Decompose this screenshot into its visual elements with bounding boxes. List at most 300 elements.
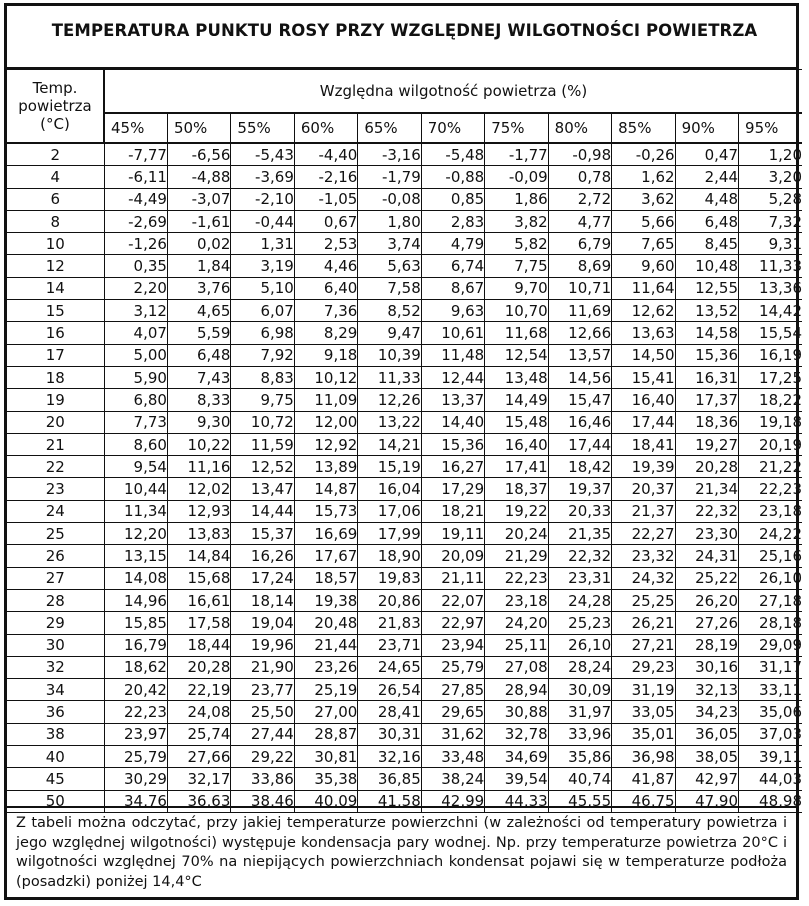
dew-point-cell: 11,69	[548, 300, 611, 322]
dew-point-cell: 21,35	[548, 523, 611, 545]
dew-point-cell: 14,40	[421, 411, 484, 433]
dew-point-cell: 22,27	[612, 523, 675, 545]
dew-point-cell: -3,69	[231, 166, 294, 188]
table-row	[7, 188, 802, 210]
table-row	[7, 389, 802, 411]
dew-point-cell: 16,40	[485, 433, 548, 455]
dew-point-cell: 44,33	[485, 790, 548, 812]
table-row	[7, 300, 802, 322]
dew-point-cell: 1,86	[485, 188, 548, 210]
humidity-column-header: 95%	[739, 113, 802, 143]
dew-point-cell: 23,71	[358, 634, 421, 656]
dew-point-cell: 23,30	[675, 523, 738, 545]
dew-point-cell: 5,59	[167, 322, 230, 344]
dew-point-cell: 22,23	[485, 567, 548, 589]
dew-point-cell: -4,40	[294, 143, 357, 166]
dew-point-cell: 23,31	[548, 567, 611, 589]
dew-point-cell: 5,63	[358, 255, 421, 277]
dew-point-cell: 22,32	[675, 500, 738, 522]
dew-point-cell: 18,37	[485, 478, 548, 500]
dew-point-cell: 21,34	[675, 478, 738, 500]
dew-point-cell: -3,16	[358, 143, 421, 166]
dew-point-cell: 24,20	[485, 612, 548, 634]
table-row	[7, 456, 802, 478]
dew-point-cell: 27,26	[675, 612, 738, 634]
dew-point-cell: 21,22	[739, 456, 802, 478]
dew-point-cell: 2,72	[548, 188, 611, 210]
dew-point-cell: 24,32	[612, 567, 675, 589]
dew-point-cell: 15,36	[421, 433, 484, 455]
air-temperature-cell: 23	[7, 478, 104, 500]
dew-point-cell: -2,16	[294, 166, 357, 188]
dew-point-cell: 35,06	[739, 701, 802, 723]
dew-point-cell: -1,61	[167, 210, 230, 232]
dew-point-cell: 32,13	[675, 679, 738, 701]
dew-point-cell: 47,90	[675, 790, 738, 812]
dew-point-cell: 26,10	[548, 634, 611, 656]
dew-point-cell: 6,79	[548, 233, 611, 255]
dew-point-cell: 22,32	[548, 545, 611, 567]
dew-point-cell: 48,98	[739, 790, 802, 812]
dew-point-cell: 23,77	[231, 679, 294, 701]
dew-point-cell: 27,18	[739, 589, 802, 611]
dew-point-cell: 37,03	[739, 723, 802, 745]
dew-point-cell: 23,26	[294, 656, 357, 678]
dew-point-cell: 25,50	[231, 701, 294, 723]
air-temperature-cell: 17	[7, 344, 104, 366]
dew-point-cell: 9,63	[421, 300, 484, 322]
dew-point-cell: 9,31	[739, 233, 802, 255]
dew-point-cell: 23,97	[104, 723, 167, 745]
dew-point-cell: 46,75	[612, 790, 675, 812]
humidity-header-row	[7, 113, 802, 143]
dew-point-cell: 6,48	[675, 210, 738, 232]
dew-point-cell: 32,16	[358, 746, 421, 768]
dew-point-cell: 28,24	[548, 656, 611, 678]
dew-point-cell: 13,83	[167, 523, 230, 545]
dew-point-cell: 3,62	[612, 188, 675, 210]
dew-point-cell: 18,42	[548, 456, 611, 478]
air-temperature-cell: 36	[7, 701, 104, 723]
dew-point-cell: 1,80	[358, 210, 421, 232]
dew-point-cell: 10,12	[294, 366, 357, 388]
dew-point-cell: -1,26	[104, 233, 167, 255]
dew-point-cell: 20,28	[167, 656, 230, 678]
dew-point-cell: 19,04	[231, 612, 294, 634]
dew-point-cell: -6,11	[104, 166, 167, 188]
dew-point-cell: 32,17	[167, 768, 230, 790]
dew-point-cell: 19,18	[739, 411, 802, 433]
dew-point-cell: 20,86	[358, 589, 421, 611]
dew-point-cell: 12,66	[548, 322, 611, 344]
dew-point-cell: 11,48	[421, 344, 484, 366]
dew-point-cell: 0,02	[167, 233, 230, 255]
dew-point-cell: 24,28	[548, 589, 611, 611]
humidity-column-header: 65%	[358, 113, 421, 143]
dew-point-cell: 10,44	[104, 478, 167, 500]
dew-point-cell: 9,30	[167, 411, 230, 433]
table-row	[7, 545, 802, 567]
dew-point-cell: 20,48	[294, 612, 357, 634]
dew-point-cell: 30,09	[548, 679, 611, 701]
dew-point-cell: 38,05	[675, 746, 738, 768]
dew-point-cell: -0,44	[231, 210, 294, 232]
dew-point-cell: 7,73	[104, 411, 167, 433]
dew-point-cell: 4,77	[548, 210, 611, 232]
dew-point-cell: 7,43	[167, 366, 230, 388]
dew-point-cell: 19,27	[675, 433, 738, 455]
dew-point-cell: 12,93	[167, 500, 230, 522]
humidity-column-header: 60%	[294, 113, 357, 143]
dew-point-cell: 14,42	[739, 300, 802, 322]
corner-line: Temp.	[32, 79, 78, 97]
dew-point-cell: 8,69	[548, 255, 611, 277]
dew-point-cell: 25,79	[421, 656, 484, 678]
dew-point-cell: 27,21	[612, 634, 675, 656]
dew-point-cell: 3,19	[231, 255, 294, 277]
air-temperature-cell: 24	[7, 500, 104, 522]
dew-point-cell: 21,29	[485, 545, 548, 567]
table-row	[7, 567, 802, 589]
table-row	[7, 634, 802, 656]
dew-point-cell: 7,36	[294, 300, 357, 322]
dew-point-cell: 25,79	[104, 746, 167, 768]
dew-point-cell: 15,19	[358, 456, 421, 478]
dew-point-cell: 36,63	[167, 790, 230, 812]
dew-point-cell: 24,08	[167, 701, 230, 723]
dew-point-cell: 28,94	[485, 679, 548, 701]
explanatory-note: Z tabeli można odczytać, przy jakiej temperaturze powierzchni (w zależności od temperatury powietrza i jego względnej wilgotności) występuje kondensacja pary wodnej. Np. przy temperaturze powietrza 20°C i wilgotności względnej 70% na niepijących powierzchniach kondensat pojawi się w temperaturze podłoża (posadzki) poniżej 14,4°C	[7, 806, 796, 892]
dew-point-cell: 5,00	[104, 344, 167, 366]
dew-point-cell: 6,80	[104, 389, 167, 411]
dew-point-cell: 9,18	[294, 344, 357, 366]
dew-point-cell: 12,55	[675, 277, 738, 299]
dew-point-cell: 35,01	[612, 723, 675, 745]
dew-point-cell: 28,18	[739, 612, 802, 634]
dew-point-cell: 29,09	[739, 634, 802, 656]
dew-point-cell: 29,65	[421, 701, 484, 723]
air-temperature-cell: 32	[7, 656, 104, 678]
dew-point-cell: 12,26	[358, 389, 421, 411]
table-row	[7, 166, 802, 188]
dew-point-cell: 10,72	[231, 411, 294, 433]
dew-point-cell: 18,21	[421, 500, 484, 522]
dew-point-cell: 20,09	[421, 545, 484, 567]
dew-point-cell: 38,46	[231, 790, 294, 812]
dew-point-cell: -4,49	[104, 188, 167, 210]
dew-point-cell: 38,24	[421, 768, 484, 790]
dew-point-cell: 10,22	[167, 433, 230, 455]
dew-point-cell: 1,20	[739, 143, 802, 166]
dew-point-cell: -3,07	[167, 188, 230, 210]
document-frame	[4, 3, 802, 900]
dew-point-cell: 9,54	[104, 456, 167, 478]
dew-point-cell: 14,58	[675, 322, 738, 344]
dew-point-cell: 29,23	[612, 656, 675, 678]
dew-point-cell: 10,61	[421, 322, 484, 344]
dew-point-cell: 39,11	[739, 746, 802, 768]
dew-point-cell: 25,19	[294, 679, 357, 701]
dew-point-cell: 4,48	[675, 188, 738, 210]
dew-point-cell: 14,08	[104, 567, 167, 589]
dew-point-cell: 19,83	[358, 567, 421, 589]
table-row	[7, 612, 802, 634]
table-row	[7, 478, 802, 500]
dew-point-cell: 18,44	[167, 634, 230, 656]
dew-point-cell: 11,16	[167, 456, 230, 478]
dew-point-cell: 33,05	[612, 701, 675, 723]
dew-point-cell: 25,22	[675, 567, 738, 589]
dew-point-cell: 2,53	[294, 233, 357, 255]
air-temperature-cell: 45	[7, 768, 104, 790]
dew-point-cell: 18,57	[294, 567, 357, 589]
dew-point-cell: 31,19	[612, 679, 675, 701]
dew-point-cell: 9,47	[358, 322, 421, 344]
table-row	[7, 433, 802, 455]
air-temperature-cell: 8	[7, 210, 104, 232]
air-temperature-cell: 18	[7, 366, 104, 388]
dew-point-cell: 3,74	[358, 233, 421, 255]
dew-point-cell: 31,97	[548, 701, 611, 723]
dew-point-cell: 11,64	[612, 277, 675, 299]
dew-point-cell: 12,20	[104, 523, 167, 545]
dew-point-cell: -7,77	[104, 143, 167, 166]
dew-point-cell: 24,31	[675, 545, 738, 567]
dew-point-cell: 41,58	[358, 790, 421, 812]
dew-point-cell: 26,54	[358, 679, 421, 701]
dew-point-cell: 16,69	[294, 523, 357, 545]
dew-point-cell: 6,98	[231, 322, 294, 344]
humidity-column-header: 55%	[231, 113, 294, 143]
dew-point-cell: 14,21	[358, 433, 421, 455]
dew-point-cell: 15,36	[675, 344, 738, 366]
dew-point-cell: 22,07	[421, 589, 484, 611]
dew-point-cell: 14,50	[612, 344, 675, 366]
dew-point-cell: 23,94	[421, 634, 484, 656]
dew-point-cell: 19,22	[485, 500, 548, 522]
dew-point-cell: 11,68	[485, 322, 548, 344]
dew-point-cell: 27,44	[231, 723, 294, 745]
dew-point-cell: 20,28	[675, 456, 738, 478]
humidity-column-header: 50%	[167, 113, 230, 143]
dew-point-cell: 13,52	[675, 300, 738, 322]
dew-point-cell: 2,44	[675, 166, 738, 188]
dew-point-cell: 13,57	[548, 344, 611, 366]
air-temperature-cell: 16	[7, 322, 104, 344]
dew-point-cell: 16,04	[358, 478, 421, 500]
dew-point-cell: 14,49	[485, 389, 548, 411]
dew-point-cell: -0,88	[421, 166, 484, 188]
dew-point-cell: 17,25	[739, 366, 802, 388]
dew-point-cell: 24,65	[358, 656, 421, 678]
air-temperature-cell: 25	[7, 523, 104, 545]
dew-point-cell: 28,41	[358, 701, 421, 723]
corner-line: powietrza	[18, 97, 92, 115]
dew-point-cell: 25,23	[548, 612, 611, 634]
humidity-column-header: 90%	[675, 113, 738, 143]
dew-point-cell: 10,48	[675, 255, 738, 277]
dew-point-cell: 29,22	[231, 746, 294, 768]
dew-point-cell: 8,45	[675, 233, 738, 255]
dew-point-cell: 16,26	[231, 545, 294, 567]
dew-point-cell: 8,60	[104, 433, 167, 455]
dew-point-cell: 23,18	[485, 589, 548, 611]
humidity-column-header: 75%	[485, 113, 548, 143]
dew-point-cell: 22,23	[739, 478, 802, 500]
dew-point-cell: 36,85	[358, 768, 421, 790]
dew-point-cell: 11,33	[358, 366, 421, 388]
humidity-column-header: 45%	[104, 113, 167, 143]
dew-point-cell: 31,17	[739, 656, 802, 678]
dew-point-cell: 20,33	[548, 500, 611, 522]
dew-point-cell: 13,47	[231, 478, 294, 500]
dew-point-cell: 40,09	[294, 790, 357, 812]
air-temperature-cell: 50	[7, 790, 104, 812]
dew-point-cell: -5,43	[231, 143, 294, 166]
dew-point-cell: -5,48	[421, 143, 484, 166]
dew-point-cell: 7,75	[485, 255, 548, 277]
dew-point-cell: 22,19	[167, 679, 230, 701]
dew-point-cell: -6,56	[167, 143, 230, 166]
dew-point-cell: 21,44	[294, 634, 357, 656]
air-temperature-cell: 29	[7, 612, 104, 634]
air-temperature-header	[7, 70, 104, 144]
dew-point-cell: 14,87	[294, 478, 357, 500]
dew-point-cell: 16,40	[612, 389, 675, 411]
air-temperature-cell: 27	[7, 567, 104, 589]
dew-point-cell: 15,37	[231, 523, 294, 545]
dew-point-cell: 33,86	[231, 768, 294, 790]
dew-point-cell: 36,05	[675, 723, 738, 745]
dew-point-cell: 12,02	[167, 478, 230, 500]
dew-point-cell: 5,10	[231, 277, 294, 299]
dew-point-cell: 35,86	[548, 746, 611, 768]
dew-point-cell: 5,66	[612, 210, 675, 232]
dew-point-cell: 10,71	[548, 277, 611, 299]
dew-point-cell: 23,32	[612, 545, 675, 567]
dew-point-cell: 25,16	[739, 545, 802, 567]
dew-point-cell: 16,61	[167, 589, 230, 611]
air-temperature-cell: 12	[7, 255, 104, 277]
table-row	[7, 500, 802, 522]
air-temperature-cell: 28	[7, 589, 104, 611]
dew-point-cell: 15,47	[548, 389, 611, 411]
dew-point-cell: 21,83	[358, 612, 421, 634]
air-temperature-cell: 15	[7, 300, 104, 322]
dew-point-cell: 31,62	[421, 723, 484, 745]
dew-point-cell: 15,54	[739, 322, 802, 344]
dew-point-cell: 13,48	[485, 366, 548, 388]
dew-point-cell: 16,31	[675, 366, 738, 388]
dew-point-cell: 19,96	[231, 634, 294, 656]
corner-line: (°C)	[40, 115, 70, 133]
dew-point-cell: 17,67	[294, 545, 357, 567]
dew-point-cell: 3,12	[104, 300, 167, 322]
table-row	[7, 210, 802, 232]
dew-point-cell: 14,96	[104, 589, 167, 611]
air-temperature-cell: 4	[7, 166, 104, 188]
dew-point-cell: 8,29	[294, 322, 357, 344]
dew-point-cell: 19,38	[294, 589, 357, 611]
dew-point-cell: 5,90	[104, 366, 167, 388]
dew-point-cell: 20,19	[739, 433, 802, 455]
dew-point-cell: 13,63	[612, 322, 675, 344]
dew-point-cell: 19,11	[421, 523, 484, 545]
dew-point-cell: 13,89	[294, 456, 357, 478]
dew-point-cell: 17,44	[612, 411, 675, 433]
table-row	[7, 746, 802, 768]
dew-point-cell: 21,37	[612, 500, 675, 522]
dew-point-cell: 25,11	[485, 634, 548, 656]
dew-point-cell: 35,38	[294, 768, 357, 790]
dew-point-cell: 11,09	[294, 389, 357, 411]
page-title: TEMPERATURA PUNKTU ROSY PRZY WZGLĘDNEJ WILGOTNOŚCI POWIETRZA	[51, 21, 758, 40]
dew-point-cell: 33,96	[548, 723, 611, 745]
dew-point-cell: 36,98	[612, 746, 675, 768]
humidity-column-header: 80%	[548, 113, 611, 143]
dew-point-cell: -1,05	[294, 188, 357, 210]
dew-point-cell: 14,44	[231, 500, 294, 522]
air-temperature-cell: 26	[7, 545, 104, 567]
air-temperature-cell: 14	[7, 277, 104, 299]
dew-point-cell: 7,92	[231, 344, 294, 366]
dew-point-cell: 9,60	[612, 255, 675, 277]
dew-point-cell: 28,87	[294, 723, 357, 745]
dew-point-cell: 12,52	[231, 456, 294, 478]
dew-point-cell: 2,83	[421, 210, 484, 232]
dew-point-cell: 12,92	[294, 433, 357, 455]
dew-point-cell: 45,55	[548, 790, 611, 812]
dew-point-cell: 12,54	[485, 344, 548, 366]
dew-point-cell: 4,79	[421, 233, 484, 255]
dew-point-cell: 18,36	[675, 411, 738, 433]
dew-point-cell: 22,23	[104, 701, 167, 723]
table-row	[7, 344, 802, 366]
relative-humidity-header: Względna wilgotność powietrza (%)	[104, 70, 802, 114]
dew-point-cell: 33,48	[421, 746, 484, 768]
dew-point-cell: -2,10	[231, 188, 294, 210]
table-body	[7, 143, 802, 812]
dew-point-cell: 27,66	[167, 746, 230, 768]
group-header-row	[7, 70, 802, 114]
air-temperature-cell: 6	[7, 188, 104, 210]
air-temperature-cell: 38	[7, 723, 104, 745]
dew-point-cell: 20,24	[485, 523, 548, 545]
dew-point-table	[7, 69, 802, 813]
dew-point-cell: 5,82	[485, 233, 548, 255]
table-row	[7, 233, 802, 255]
dew-point-cell: 41,87	[612, 768, 675, 790]
dew-point-cell: 22,97	[421, 612, 484, 634]
dew-point-cell: 2,20	[104, 277, 167, 299]
dew-point-cell: 19,39	[612, 456, 675, 478]
table-row	[7, 723, 802, 745]
dew-point-cell: 20,42	[104, 679, 167, 701]
dew-point-cell: -2,69	[104, 210, 167, 232]
dew-point-cell: 16,79	[104, 634, 167, 656]
dew-point-cell: -0,98	[548, 143, 611, 166]
dew-point-cell: 17,44	[548, 433, 611, 455]
table-row	[7, 277, 802, 299]
table-row	[7, 366, 802, 388]
dew-point-cell: 0,85	[421, 188, 484, 210]
dew-point-cell: 13,36	[739, 277, 802, 299]
dew-point-cell: 7,58	[358, 277, 421, 299]
dew-point-cell: 16,46	[548, 411, 611, 433]
dew-point-cell: 10,39	[358, 344, 421, 366]
table-row	[7, 143, 802, 166]
air-temperature-cell: 22	[7, 456, 104, 478]
